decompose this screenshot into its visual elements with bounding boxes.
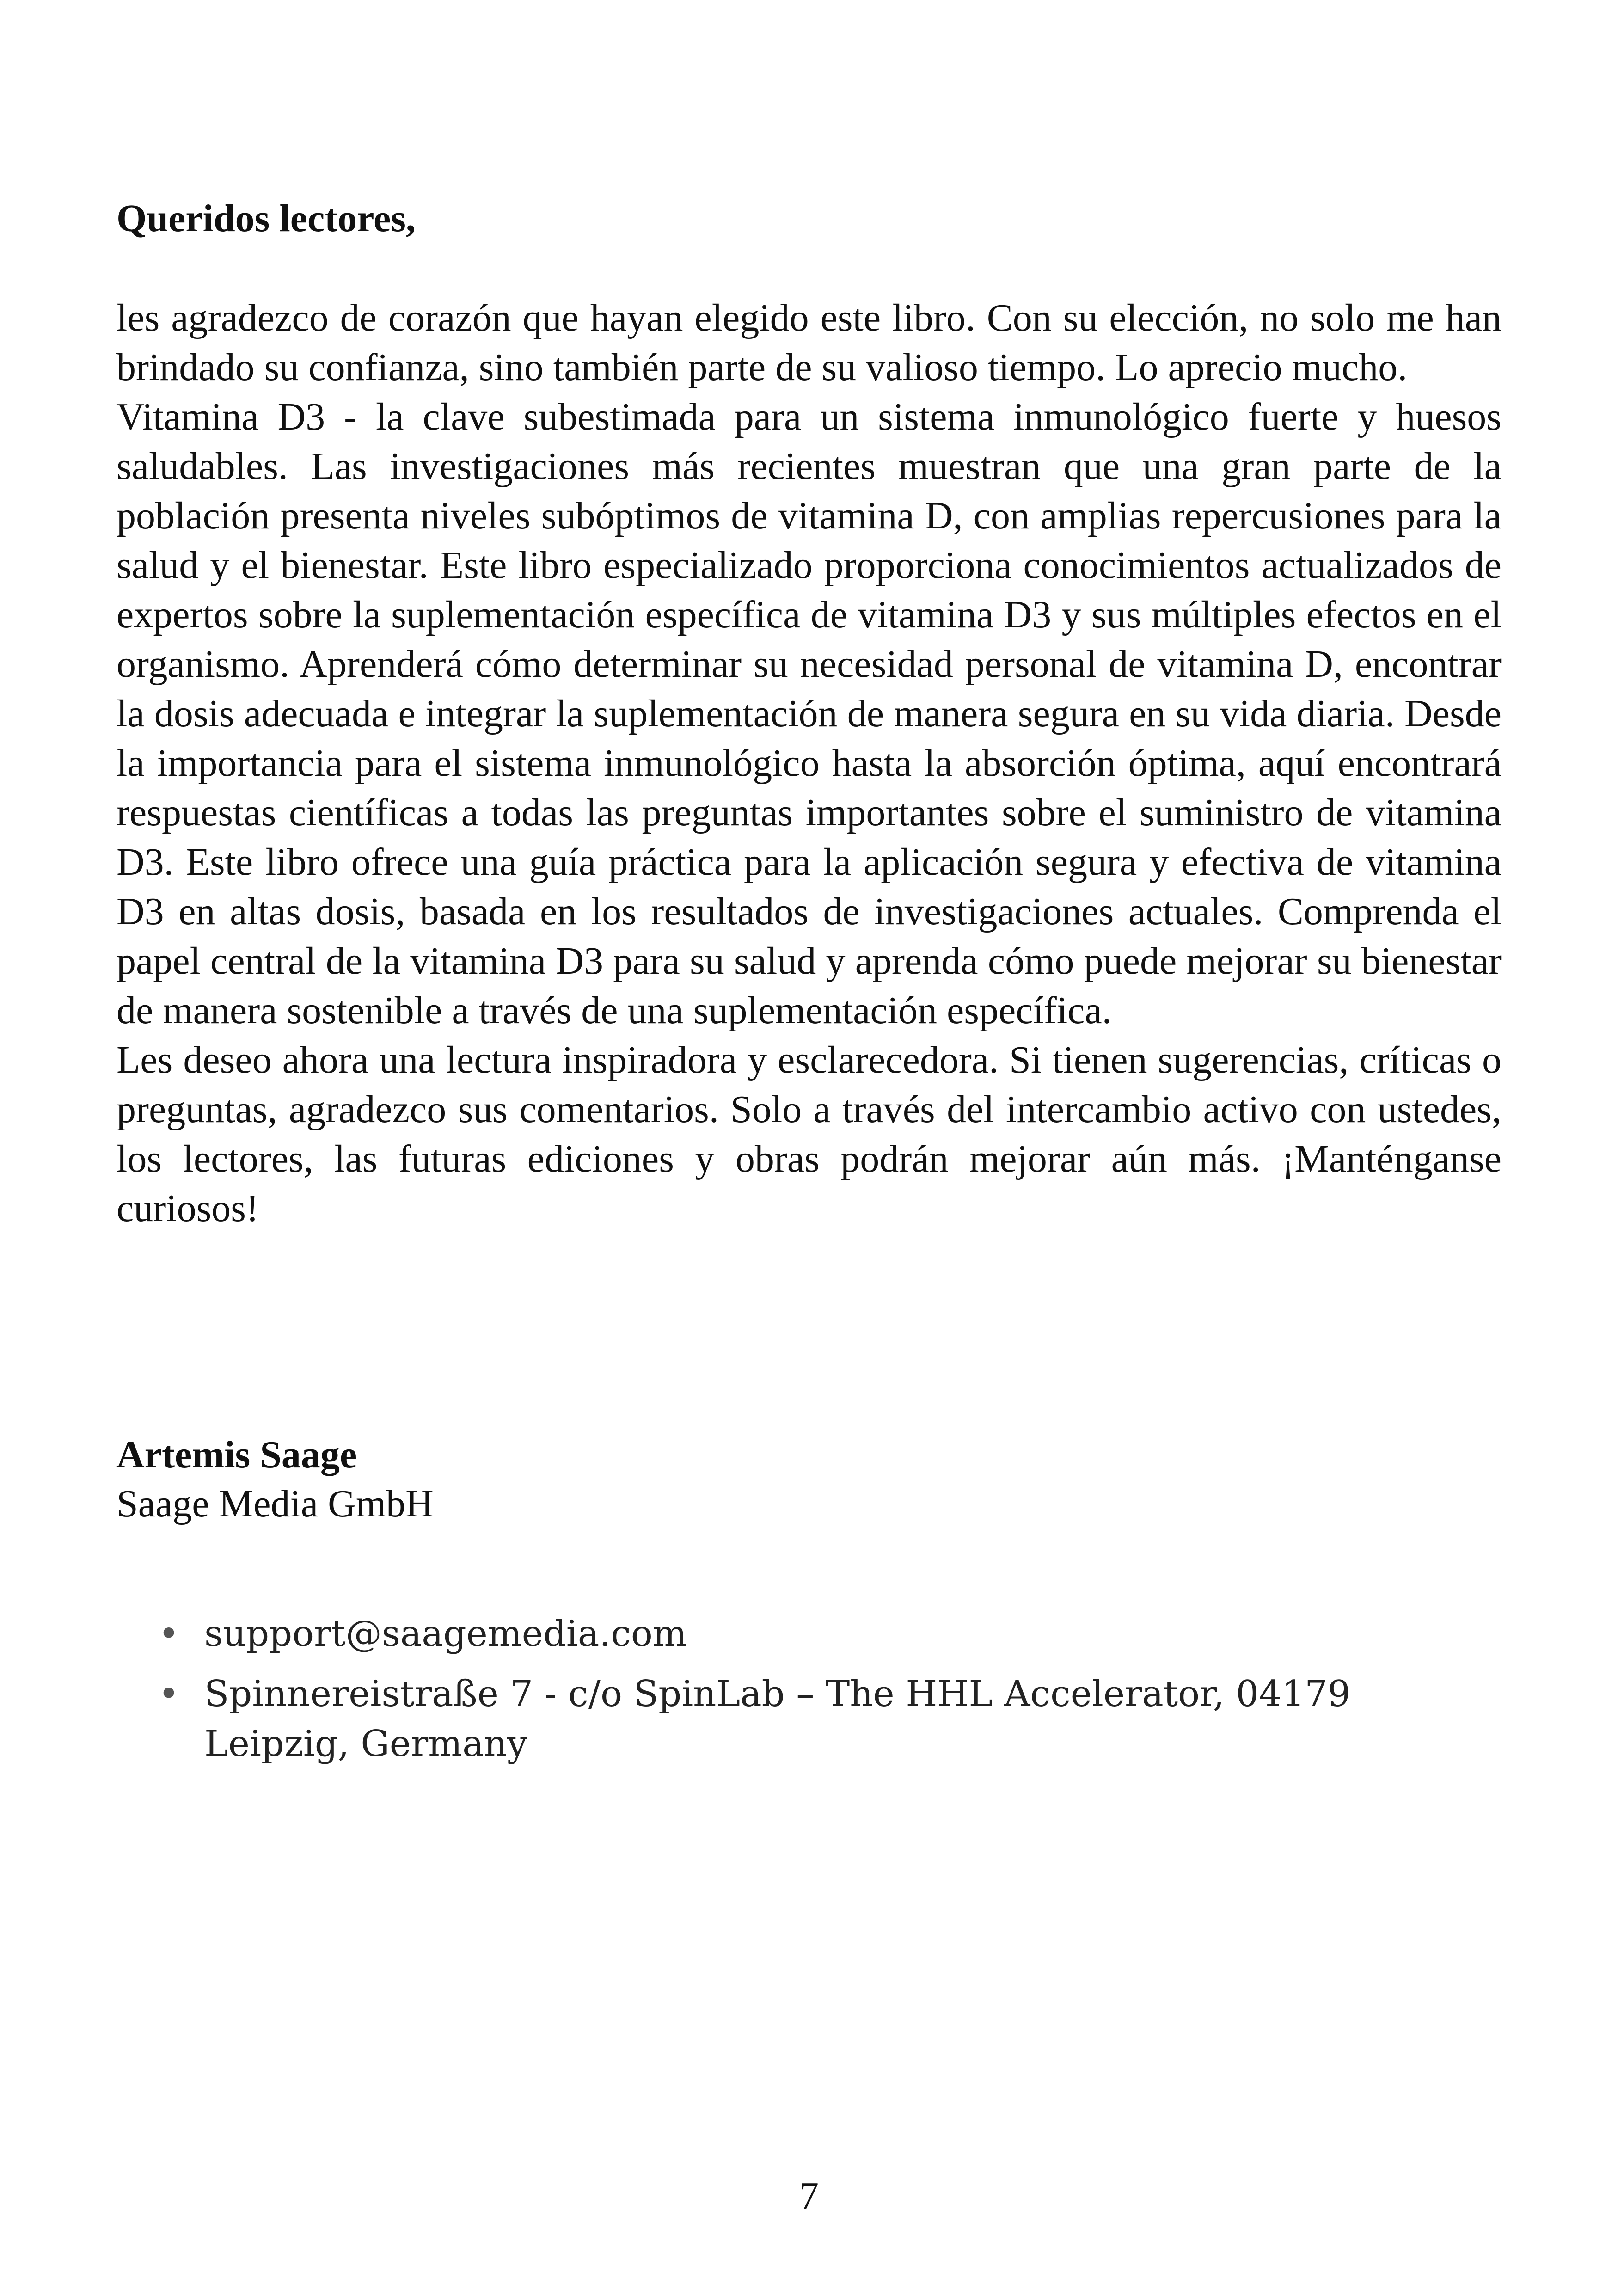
author-name: Artemis Saage — [116, 1433, 357, 1476]
contact-list — [158, 1609, 1453, 1779]
letter-body — [116, 293, 1502, 1233]
signature-block — [116, 1430, 434, 1529]
company-name: Saage Media GmbH — [116, 1482, 434, 1525]
paragraph-closing: Les deseo ahora una lectura inspiradora y esclarecedora. Si tienen sugerencias, críticas o preguntas, agradezco sus comentarios. Solo a través del intercambio activo con ustedes, los lectores, las futuras ediciones y obras podrán mejorar aún más. ¡Manténganse curiosos! — [116, 1038, 1502, 1230]
bullet-icon: • — [158, 1613, 180, 1655]
greeting-heading: Queridos lectores, — [116, 197, 416, 240]
paragraph-thanks: les agradezco de corazón que hayan elegido este libro. Con su elección, no solo me han brindado su confianza, sino también parte de su valioso tiempo. Lo aprecio mucho. — [116, 296, 1502, 389]
contact-email-item — [158, 1609, 1453, 1659]
bullet-icon: • — [158, 1673, 180, 1715]
paragraph-book-description: Vitamina D3 - la clave subestimada para un sistema inmunológico fuerte y huesos saludables. Las investigaciones más recientes muestran que una gran parte de la población presenta niveles subóptimos de vitamina D, con amplias repercusiones para la salud y el bienestar. Este libro especializado proporciona conocimientos actualizados de expertos sobre la suplementación específica de vitamina D3 y sus múltiples efectos en el organismo. Aprenderá cómo determinar su necesidad personal de vitamina D, encontrar la dosis adecuada e integrar la suplementación de manera segura en su vida diaria. Desde la importancia para el sistema inmunológico hasta la absorción óptima, aquí encontrará respuestas científicas a todas las preguntas importantes sobre el suministro de vitamina D3. Este libro ofrece una guía práctica para la aplicación segura y efectiva de vitamina D3 en altas dosis, basada en los resultados de investigaciones actuales. Comprenda el papel central de la vitamina D3 para su salud y aprenda cómo puede mejorar su bienestar de manera sostenible a través de una suplementación específica. — [116, 395, 1502, 1032]
page-number: 7 — [799, 2174, 819, 2217]
contact-email: support@saagemedia.com — [204, 1613, 687, 1655]
document-page — [116, 0, 1502, 2296]
contact-address-item — [158, 1669, 1453, 1769]
contact-address: Spinnereistraße 7 - c/o SpinLab – The HHL Accelerator, 04179 Leipzig, Germany — [204, 1673, 1351, 1765]
